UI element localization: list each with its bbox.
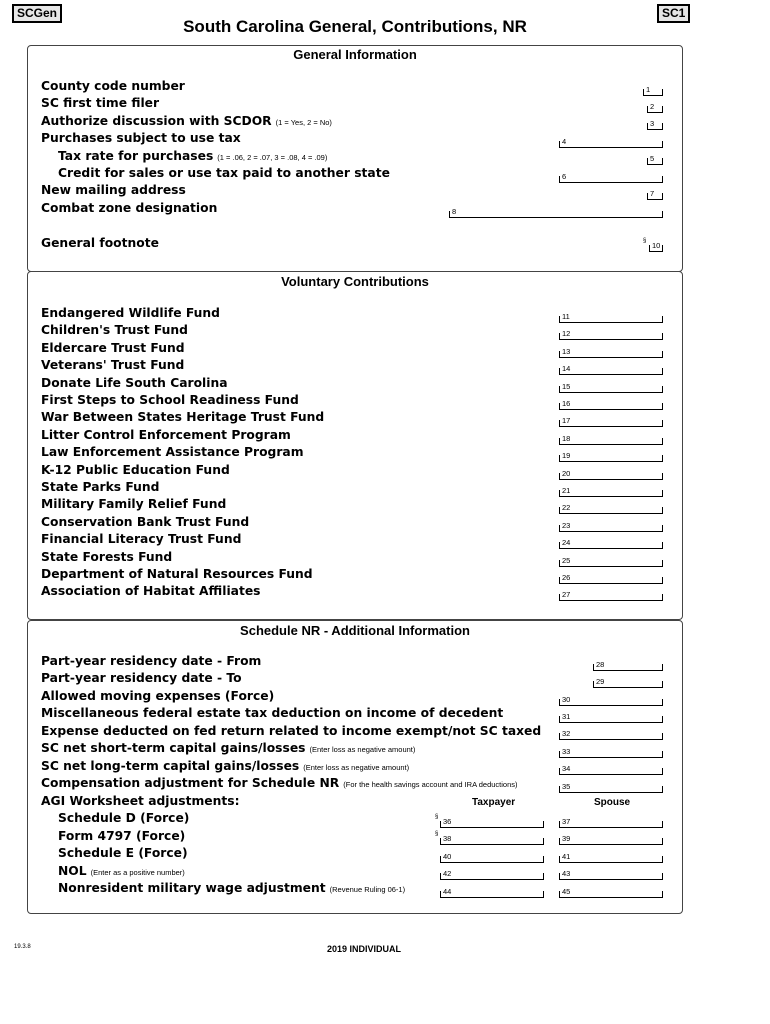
general-row-8-label: Combat zone designation <box>41 201 218 215</box>
agi-row-2-label: Form 4797 (Force) <box>58 829 186 843</box>
general-information-heading: General Information <box>293 47 417 62</box>
agi-taxpayer-field-44[interactable]: 44 <box>440 891 544 898</box>
agi-row-4-label: NOL (Enter as a positive number) <box>58 864 185 878</box>
agi-taxpayer-field-36[interactable]: 36 <box>440 821 544 828</box>
voluntary-fund-label: Conservation Bank Trust Fund <box>41 514 250 529</box>
page-code-tag: SC1 <box>657 4 690 23</box>
nr-row-33-label: SC net short-term capital gains/losses (Enter loss as negative amount) <box>41 741 416 755</box>
voluntary-fund-label: Children's Trust Fund <box>41 323 188 338</box>
voluntary-fund-amount-field[interactable]: 13 <box>559 351 663 358</box>
nr-field-29[interactable]: 29 <box>593 681 663 688</box>
voluntary-fund-label: Eldercare Trust Fund <box>41 340 185 355</box>
voluntary-fund-amount-field[interactable]: 11 <box>559 316 663 323</box>
voluntary-fund-label: Financial Literacy Trust Fund <box>41 532 242 547</box>
voluntary-fund-label: Veterans' Trust Fund <box>41 358 185 373</box>
voluntary-fund-amount-field[interactable]: 22 <box>559 507 663 514</box>
agi-row-5-label: Nonresident military wage adjustment (Revenue Ruling 06-1) <box>58 881 406 895</box>
general-footnote-label: General footnote <box>41 236 159 250</box>
agi-row-1-section-symbol: § <box>435 814 439 820</box>
voluntary-fund-amount-field[interactable]: 16 <box>559 403 663 410</box>
voluntary-fund-amount-field[interactable]: 19 <box>559 455 663 462</box>
general-row-4-label: Purchases subject to use tax <box>41 131 241 145</box>
voluntary-fund-label: Law Enforcement Assistance Program <box>41 445 304 460</box>
agi-worksheet-label: AGI Worksheet adjustments: <box>41 794 240 808</box>
voluntary-fund-amount-field[interactable]: 26 <box>559 577 663 584</box>
voluntary-fund-amount-field[interactable]: 27 <box>559 594 663 601</box>
nr-row-32-label: Expense deducted on fed return related to income exempt/not SC taxed <box>41 724 542 738</box>
voluntary-fund-amount-field[interactable]: 24 <box>559 542 663 549</box>
general-row-6-label: Credit for sales or use tax paid to another state <box>58 166 390 180</box>
nr-field-28[interactable]: 28 <box>593 664 663 671</box>
general-field-3[interactable]: 3 <box>647 123 663 130</box>
agi-spouse-field-39[interactable]: 39 <box>559 838 663 845</box>
general-row-7-label: New mailing address <box>41 183 186 197</box>
taxpayer-column-header: Taxpayer <box>472 797 516 808</box>
voluntary-fund-label: State Forests Fund <box>41 549 173 564</box>
voluntary-fund-amount-field[interactable]: 18 <box>559 438 663 445</box>
general-field-1[interactable]: 1 <box>643 89 663 96</box>
nr-field-35[interactable]: 35 <box>559 786 663 793</box>
nr-row-29-label: Part-year residency date - To <box>41 671 242 685</box>
nr-row-30-label: Allowed moving expenses (Force) <box>41 689 275 703</box>
general-row-3-label: Authorize discussion with SCDOR (1 = Yes, 2 = No) <box>41 114 332 128</box>
general-row-2-label: SC first time filer <box>41 96 160 110</box>
form-code-tag: SCGen <box>12 4 62 23</box>
nr-row-31-label: Miscellaneous federal estate tax deduction on income of decedent <box>41 706 504 720</box>
agi-spouse-field-37[interactable]: 37 <box>559 821 663 828</box>
nr-field-33[interactable]: 33 <box>559 751 663 758</box>
general-field-6[interactable]: 6 <box>559 176 663 183</box>
agi-taxpayer-field-40[interactable]: 40 <box>440 856 544 863</box>
voluntary-fund-label: K-12 Public Education Fund <box>41 462 230 477</box>
agi-row-2-section-symbol: § <box>435 831 439 837</box>
voluntary-fund-amount-field[interactable]: 17 <box>559 420 663 427</box>
form-year-label: 2019 INDIVIDUAL <box>326 944 402 954</box>
agi-taxpayer-field-38[interactable]: 38 <box>440 838 544 845</box>
form-version: 19.3.8 <box>14 944 31 950</box>
voluntary-fund-label: Department of Natural Resources Fund <box>41 567 313 581</box>
general-field-2[interactable]: 2 <box>647 106 663 113</box>
agi-taxpayer-field-42[interactable]: 42 <box>440 873 544 880</box>
voluntary-fund-amount-field[interactable]: 21 <box>559 490 663 497</box>
agi-spouse-field-43[interactable]: 43 <box>559 873 663 880</box>
voluntary-fund-amount-field[interactable]: 14 <box>559 368 663 375</box>
voluntary-fund-amount-field[interactable]: 23 <box>559 525 663 532</box>
voluntary-fund-label: Litter Control Enforcement Program <box>41 427 291 442</box>
voluntary-fund-label: War Between States Heritage Trust Fund <box>41 410 325 425</box>
general-field-8[interactable]: 8 <box>449 211 663 218</box>
voluntary-fund-label: State Parks Fund <box>41 480 160 494</box>
voluntary-fund-label: First Steps to School Readiness Fund <box>41 393 299 407</box>
agi-row-1-label: Schedule D (Force) <box>58 811 190 825</box>
voluntary-fund-amount-field[interactable]: 25 <box>559 560 663 567</box>
nr-row-28-label: Part-year residency date - From <box>41 654 262 668</box>
nr-row-35-label: Compensation adjustment for Schedule NR (For the health savings account and IRA deductions) <box>41 776 518 790</box>
voluntary-fund-amount-field[interactable]: 15 <box>559 386 663 393</box>
nr-field-30[interactable]: 30 <box>559 699 663 706</box>
general-footnote-field[interactable]: 10 <box>649 245 663 252</box>
voluntary-fund-amount-field[interactable]: 20 <box>559 473 663 480</box>
voluntary-fund-label: Endangered Wildlife Fund <box>41 306 220 320</box>
schedule-nr-heading: Schedule NR - Additional Information <box>240 623 470 638</box>
general-row-1-label: County code number <box>41 79 185 93</box>
voluntary-fund-amount-field[interactable]: 12 <box>559 333 663 340</box>
voluntary-fund-label: Donate Life South Carolina <box>41 375 228 390</box>
general-field-4[interactable]: 4 <box>559 141 663 148</box>
nr-field-34[interactable]: 34 <box>559 768 663 775</box>
nr-row-34-label: SC net long-term capital gains/losses (Enter loss as negative amount) <box>41 759 410 773</box>
voluntary-fund-label: Association of Habitat Affiliates <box>41 584 261 599</box>
agi-row-3-label: Schedule E (Force) <box>58 846 188 860</box>
voluntary-fund-label: Military Family Relief Fund <box>41 497 227 512</box>
voluntary-contributions-heading: Voluntary Contributions <box>281 274 429 289</box>
page-title: South Carolina General, Contributions, NR <box>183 17 527 36</box>
agi-spouse-field-41[interactable]: 41 <box>559 856 663 863</box>
footnote-section-symbol: § <box>643 238 647 244</box>
general-field-7[interactable]: 7 <box>647 193 663 200</box>
agi-spouse-field-45[interactable]: 45 <box>559 891 663 898</box>
nr-field-31[interactable]: 31 <box>559 716 663 723</box>
spouse-column-header: Spouse <box>594 797 631 808</box>
nr-field-32[interactable]: 32 <box>559 733 663 740</box>
general-field-5[interactable]: 5 <box>647 158 663 165</box>
general-row-5-label: Tax rate for purchases (1 = .06, 2 = .07, 3 = .08, 4 = .09) <box>58 149 328 163</box>
